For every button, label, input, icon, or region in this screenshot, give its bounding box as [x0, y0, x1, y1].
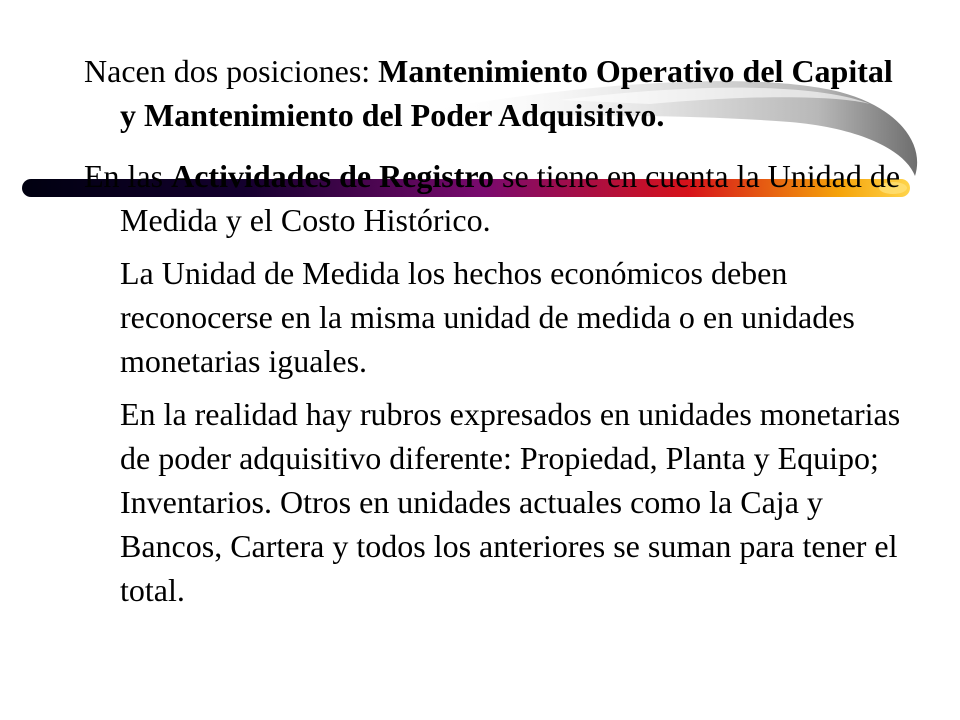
registro-before: En las — [84, 158, 172, 194]
registro-bold: Actividades de Registro — [171, 158, 495, 194]
paragraph-realidad: En la realidad hay rubros expresados en unidades monetarias de poder adquisitivo diferente: Propiedad, Planta y Equipo; Inventarios. Otros en unidades actuales como la Caja y Bancos, Cartera y todos los anteriores se suman para tener el total. — [120, 396, 901, 608]
slide-body — [84, 49, 904, 612]
registro-after: se tiene en cuenta la Unidad de Medida y el Costo Histórico. — [120, 158, 901, 238]
paragraph-registro — [84, 154, 904, 242]
positions-intro: Nacen dos posiciones: — [84, 53, 379, 89]
positions-bold: Mantenimiento Operativo del Capital y Mantenimiento del Poder Adquisitivo. — [120, 53, 893, 133]
paragraph-positions — [84, 49, 904, 137]
paragraph-unidad-medida: La Unidad de Medida los hechos económicos deben reconocerse en la misma unidad de medida o en unidades monetarias iguales. — [120, 255, 855, 379]
